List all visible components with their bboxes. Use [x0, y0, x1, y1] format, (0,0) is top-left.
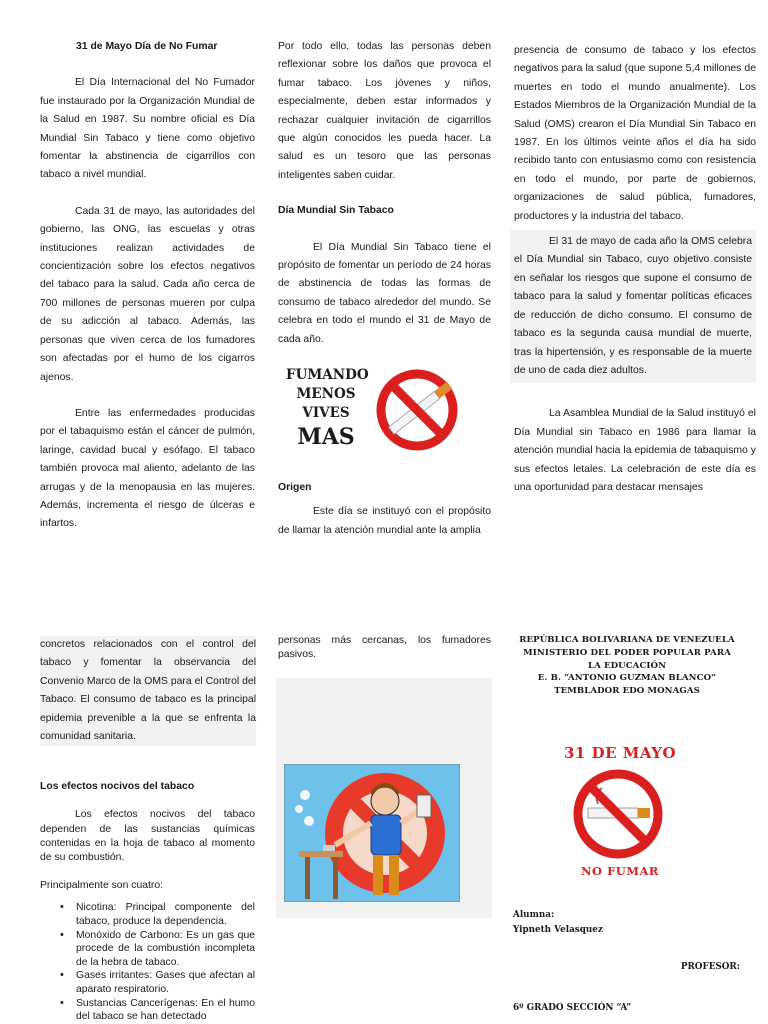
doc-title: 31 de Mayo Día de No Fumar — [76, 41, 218, 52]
cover-line: E. B. “ANTONIO GUZMAN BLANCO” — [537, 673, 717, 684]
paragraph: Este día se instituyó con el propósito de llamar la atención mundial ante la amplia — [278, 506, 491, 536]
list-item: • Monóxido de Carbono: Es un gas que procede de la combustión incompleta de la hebra de tabaco. — [60, 929, 255, 970]
section-title: Origen — [278, 482, 312, 493]
paragraph: personas más cercanas, los fumadores pasivos. — [278, 635, 491, 661]
paragraph: El Día Mundial Sin Tabaco tiene el propósito de fomentar un período de 24 horas de abstinencia de todas las formas de consumo de tabaco alrededor del mundo. Se celebra en todo el mundo el 31 de Mayo de cada año. — [278, 241, 491, 345]
image-text: VIVES — [302, 405, 350, 421]
logo-bottom-text: NO FUMAR — [581, 864, 659, 878]
paragraph: El 31 de mayo de cada año la OMS celebra el Día Mundial sin Tabaco, cuyo objetivo consiste en señalar los riesgos que supone el consumo de tabaco para la salud y fomentar políticas eficaces de reducción de dicho consumo. El consumo de tabaco es la segunda causa mundial de muerte, tras la hipertensión, y es responsable de la muerte de uno de cada diez adultos. — [510, 230, 756, 383]
student-name: Yipneth Velasquez — [513, 925, 603, 935]
cartoon-frame — [284, 764, 460, 902]
image-text: MAS — [297, 424, 355, 450]
column-4-box — [40, 636, 256, 746]
paragraph: El Día Internacional del No Fumador fue instaurado por la Organización Mundial de la Salud en 1987. Su nombre oficial es Día Mundial Sin Tabaco y tiene como objetivo fomentar la abstinencia de cigarrillos con tabaco a nivel mundial. — [40, 77, 255, 181]
grade-label: 6º GRADO SECCIÓN “A” — [513, 1003, 632, 1013]
image-text: MENOS — [296, 386, 356, 402]
paragraph: Los efectos nocivos del tabaco dependen de las sustancias químicas contenidas en la hoja de tabaco al momento de su combustión. — [40, 809, 255, 864]
section-title: Día Mundial Sin Tabaco — [278, 205, 394, 217]
list-item: • Nicotina: Principal componente del tabaco, produce la dependencia. — [60, 901, 255, 928]
student-label: Alumna: — [513, 910, 555, 920]
paragraph: Entre las enfermedades producidas por el tabaquismo están el cáncer de pulmón, laringe, cavidad bucal y esófago. El tabaco también provoca mal aliento, adelanto de las arrugas y de la menopausia en las mujeres. Además, incrementa el riesgo de úlceras e infartos. — [40, 407, 255, 530]
paragraph: Cada 31 de mayo, las autoridades del gobierno, las ONG, las escuelas y otras instituciones realizan actividades de concientización sobre los efectos negativos del tabaco para la salud. Cada año cerca de 700 millones de personas mueren por culpa de su adicción al tabaco. Además, las personas que viven cerca de los fumadores son afectadas por el humo de los cigarros ajenos. — [40, 205, 255, 383]
effects-list — [60, 901, 255, 1023]
paragraph: presencia de consumo de tabaco y los efectos negativos para la salud (que supone 5,4 millones de muertes en todo el mundo anualmente). Los Estados Miembros de la Organización Mundial de la Salud (OMS) crearon el Día Mundial Sin Tabaco en 1987. En los últimos veinte años el día ha sido recibido tanto con entusiasmo como con resistencia en todo el mundo, por parte de gobiernos, organizaciones de salud pública, fumadores, productores y la industria del tabaco. — [514, 45, 756, 222]
paragraph: La Asamblea Mundial de la Salud instituyó el Día Mundial sin Tabaco en 1986 para llamar la atención mundial hacia la epidemia de tabaquismo y sus efectos letales. La celebración de este día es una oportunidad para destacar mensajes — [514, 408, 756, 493]
paragraph: concretos relacionados con el control del tabaco y fomentar la observancia del Convenio Marco de la OMS para el Control del Tabaco. El consumo de tabaco es la principal epidemia prevenible a la que se enfrenta la comunidad sanitaria. — [40, 639, 256, 743]
logo-top-text: 31 DE MAYO — [563, 744, 677, 762]
no-smoking-image-1 — [282, 362, 472, 454]
column-4 — [40, 778, 255, 1024]
column-2b — [278, 479, 491, 540]
list-item: • Gases irritantes: Gases que afectan al aparato respiratorio. — [60, 969, 255, 996]
smoking-person-icon — [285, 765, 460, 902]
column-1 — [40, 38, 255, 534]
student-block — [513, 909, 713, 937]
paragraph: Principalmente son cuatro: — [40, 880, 164, 892]
cover-header — [512, 634, 742, 698]
list-item: • Sustancias Cancerígenas: En el humo del tabaco se han detectado — [60, 997, 255, 1024]
no-smoking-icon — [568, 764, 668, 864]
cover-line: MINISTERIO DEL PODER POPULAR PARA LA EDUCACIÓN — [523, 647, 731, 671]
cover-logo — [538, 744, 702, 880]
teacher-label: PROFESOR: — [680, 962, 740, 972]
section-title: Los efectos nocivos del tabaco — [40, 781, 195, 792]
cartoon-image-panel — [276, 678, 492, 918]
no-smoking-icon — [370, 362, 470, 454]
column-5 — [278, 634, 491, 662]
column-3 — [514, 42, 756, 497]
cover-line: REPÚBLICA BOLIVARIANA DE VENEZUELA — [519, 635, 735, 645]
paragraph: Por todo ello, todas las personas deben reflexionar sobre los daños que provoca el fumar tabaco. Los jóvenes y niños, especialmente, deben estar informados y rechazar cualquier invitación de cigarrillos que algún conocidos les pueda hacer. La salud es un tesoro que las personas inteligentes saben cuidar. — [278, 41, 491, 181]
image-text: FUMANDO — [286, 367, 369, 383]
cover-line: TEMBLADOR EDO MONAGAS — [554, 686, 700, 697]
column-2 — [278, 38, 491, 349]
